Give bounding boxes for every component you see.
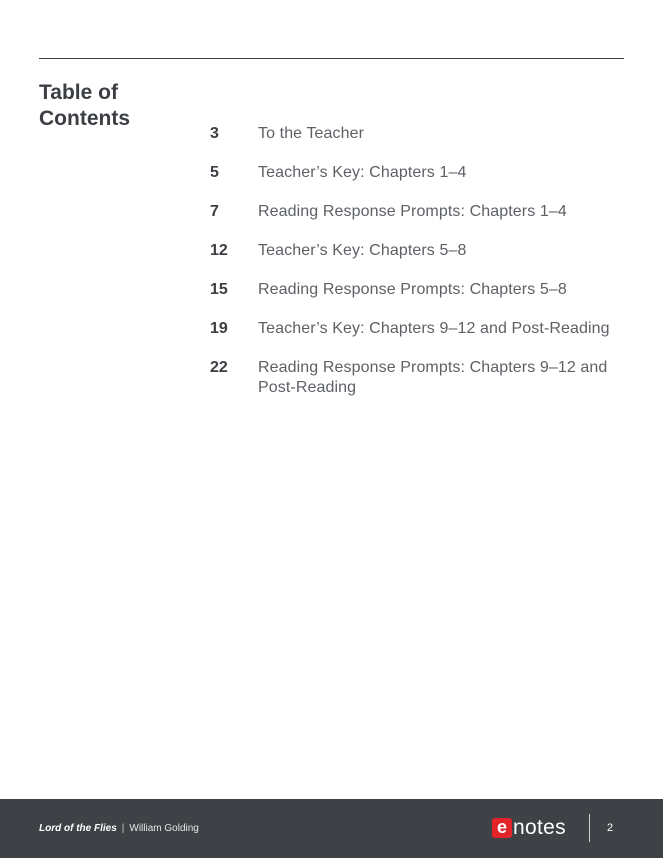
toc-entry[interactable] xyxy=(210,358,630,398)
footer-book-info xyxy=(39,822,199,836)
toc-entry-title: To the Teacher xyxy=(258,125,365,142)
enotes-logo xyxy=(492,816,566,840)
enotes-logo-mark: e xyxy=(492,818,512,838)
enotes-logo-word: notes xyxy=(513,816,566,839)
footer-divider xyxy=(589,814,590,842)
toc-heading-line-2: Contents xyxy=(39,107,130,130)
footer-book-title: Lord of the Flies xyxy=(39,823,117,834)
toc-entry-title: Teacher’s Key: Chapters 5–8 xyxy=(258,242,467,259)
toc-entry-title: Reading Response Prompts: Chapters 9–12 and Post-Reading xyxy=(258,359,608,396)
page-footer xyxy=(0,799,663,858)
toc-entry-title: Reading Response Prompts: Chapters 1–4 xyxy=(258,203,567,220)
toc-page-number: 5 xyxy=(210,164,219,181)
toc-page-number: 15 xyxy=(210,281,228,298)
toc-entry[interactable] xyxy=(210,202,630,222)
toc-page-number: 12 xyxy=(210,242,228,259)
toc-page-number: 22 xyxy=(210,359,228,376)
toc-entry[interactable] xyxy=(210,241,630,261)
toc-entry[interactable] xyxy=(210,280,630,300)
toc-page-number: 7 xyxy=(210,203,219,220)
toc-page-number: 3 xyxy=(210,125,219,142)
footer-separator: | xyxy=(121,823,125,834)
footer-author: William Golding xyxy=(129,823,199,834)
top-rule xyxy=(39,58,624,59)
toc-list xyxy=(210,124,630,417)
toc-heading xyxy=(39,80,179,132)
toc-entry[interactable] xyxy=(210,319,630,339)
toc-entry-title: Reading Response Prompts: Chapters 5–8 xyxy=(258,281,567,298)
toc-page-number: 19 xyxy=(210,320,228,337)
toc-entry-title: Teacher’s Key: Chapters 1–4 xyxy=(258,164,467,181)
toc-heading-line-1: Table of xyxy=(39,81,118,104)
toc-entry[interactable] xyxy=(210,163,630,183)
toc-entry-title: Teacher’s Key: Chapters 9–12 and Post-Reading xyxy=(258,320,610,337)
page-number: 2 xyxy=(607,822,614,834)
toc-entry[interactable] xyxy=(210,124,630,144)
